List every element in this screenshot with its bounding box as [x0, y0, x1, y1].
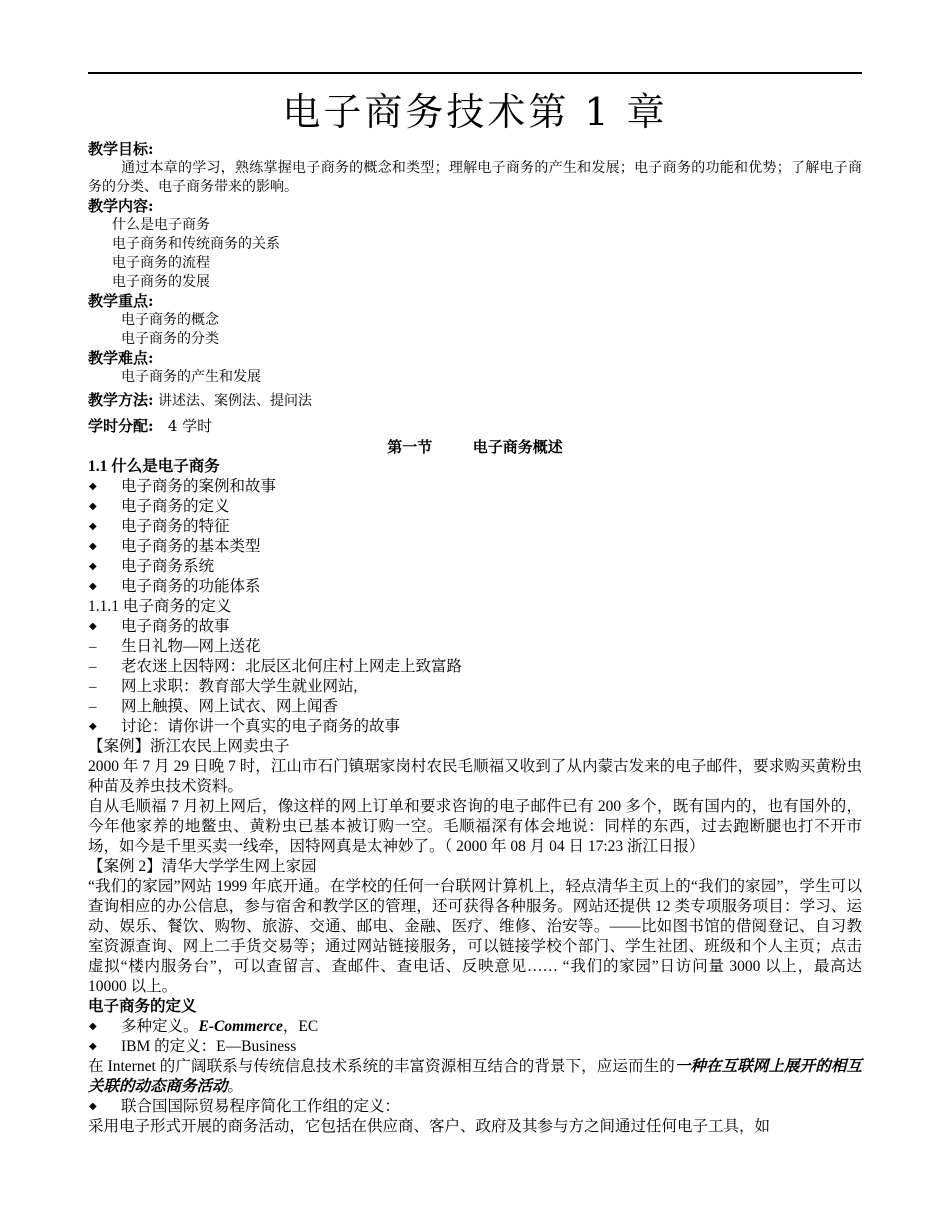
diamond-bullet-icon: ◆ — [89, 1021, 97, 1032]
definition-heading: 电子商务的定义 — [88, 998, 197, 1015]
document-page — [88, 86, 862, 1137]
diamond-bullet-icon: ◆ — [89, 1041, 97, 1052]
list-item: ◆ 电子商务系统 — [89, 558, 215, 575]
section-heading — [88, 437, 862, 457]
subsection-heading-1-1: 1.1 什么是电子商务 — [88, 458, 220, 475]
list-item: ◆ 讨论：请你讲一个真实的电子商务的故事 — [89, 718, 401, 735]
case1-paragraph: 2000 年 7 月 29 日晚 7 时，江山市石门镇琚家岗村农民毛顺福又收到了从内蒙古发来的电子邮件，要求购买黄粉虫种苗及养虫技术资料。 — [88, 758, 862, 795]
ibm-definition-text: 在 Internet 的广阔联系与传统信息技术系统的丰富资源相互结合的背景下，应运而生的一种在互联网上展开的相互关联的动态商务活动。 — [88, 1058, 862, 1095]
hours-row — [88, 415, 862, 437]
case1-title: 【案例】浙江农民上网卖虫子 — [88, 738, 290, 755]
content-item: 电子商务的发展 — [112, 274, 210, 290]
diamond-bullet-icon: ◆ — [89, 481, 97, 492]
dash-bullet-icon: – — [89, 639, 97, 655]
diamond-bullet-icon: ◆ — [89, 501, 97, 512]
case1-paragraph: 自从毛顺福 7 月初上网后，像这样的网上订单和要求咨询的电子邮件已有 200 多个，既有国内的，也有国外的，今年他家养的地鳖虫、黄粉虫已基本被订购一空。毛顺福深有体会地说：同样的东西，过去跑断腿也打不开市场，如今是千里买卖一线牵，因特网真是太神妙了。（ 2000 年 08 月 04 日 17:23 浙江日报） — [88, 798, 862, 855]
document-title: 电子商务技术第 1 章 — [282, 90, 668, 134]
list-item: ◆ 多种定义。E-Commerce，EC — [89, 1018, 319, 1035]
diamond-bullet-icon: ◆ — [89, 1101, 97, 1112]
dash-bullet-icon: – — [89, 659, 97, 675]
key-points-heading: 教学重点: — [88, 292, 154, 310]
diamond-bullet-icon: ◆ — [89, 721, 97, 732]
content-heading: 教学内容: — [88, 197, 154, 215]
list-item: ◆ 电子商务的功能体系 — [89, 578, 261, 595]
list-item: ◆ 电子商务的故事 — [89, 618, 230, 635]
hours-value: 4 学时 — [167, 417, 213, 435]
dash-item: – 生日礼物—网上送花 — [89, 638, 261, 655]
difficulties-heading: 教学难点: — [88, 349, 154, 367]
section-title: 电子商务概述 — [472, 438, 563, 456]
case2-title: 【案例 2】清华大学学生网上家园 — [88, 858, 317, 875]
methods-value: 讲述法、案例法、提问法 — [158, 393, 312, 409]
content-item: 什么是电子商务 — [112, 217, 210, 233]
content-item: 电子商务和传统商务的关系 — [112, 236, 280, 252]
difficulty-item: 电子商务的产生和发展 — [121, 369, 261, 385]
dash-bullet-icon: – — [89, 679, 97, 695]
diamond-bullet-icon: ◆ — [89, 561, 97, 572]
list-item: ◆ 电子商务的定义 — [89, 498, 230, 515]
diamond-bullet-icon: ◆ — [89, 521, 97, 532]
list-item: ◆ 电子商务的案例和故事 — [89, 478, 277, 495]
dash-item: – 老农迷上因特网：北辰区北何庄村上网走上致富路 — [89, 658, 463, 675]
dash-item: – 网上求职：教育部大学生就业网站, — [89, 678, 358, 695]
methods-row — [88, 390, 862, 412]
header-rule — [88, 72, 862, 74]
un-definition-text: 采用电子形式开展的商务活动，它包括在供应商、客户、政府及其参与方之间通过任何电子工具，如 — [88, 1118, 771, 1135]
diamond-bullet-icon: ◆ — [89, 621, 97, 632]
list-item: ◆ 联合国国际贸易程序简化工作组的定义： — [89, 1098, 401, 1115]
case2-paragraph: “我们的家园”网站 1999 年底开通。在学校的任何一台联网计算机上，轻点清华主页上的“我们的家园”，学生可以查询相应的办公信息，参与宿舍和教学区的管理，还可获得各种服务。网站还提供 12 类专项服务项目：学习、运动、娱乐、餐饮、购物、旅游、交通、邮电、金融、医疗、维修、治安等。——比如图书馆的借阅登记、自习教室资源查询、网上二手货交易等；通过网站链接服务，可以链接学校个部门、学生社团、班级和个人主页；点击虚拟“楼内服务台”，可以查留言、查邮件、查电话、反映意见…… “我们的家园”日访问量 3000 以上，最高达 10000 以上。 — [88, 878, 862, 995]
subsection-heading-1-1-1: 1.1.1 电子商务的定义 — [88, 598, 232, 615]
content-item: 电子商务的流程 — [112, 255, 210, 271]
diamond-bullet-icon: ◆ — [89, 541, 97, 552]
section-number: 第一节 — [387, 438, 433, 456]
diamond-bullet-icon: ◆ — [89, 581, 97, 592]
list-item: ◆ IBM 的定义：E—Business — [89, 1038, 297, 1055]
methods-label: 教学方法: — [88, 391, 154, 409]
key-point-item: 电子商务的概念 — [121, 312, 219, 328]
hours-label: 学时分配: — [88, 417, 154, 435]
dash-bullet-icon: – — [89, 699, 97, 715]
objectives-text: 通过本章的学习，熟练掌握电子商务的概念和类型；理解电子商务的产生和发展；电子商务的功能和优势；了解电子商务的分类、电子商务带来的影响。 — [88, 160, 862, 195]
objectives-heading: 教学目标: — [88, 140, 154, 158]
key-point-item: 电子商务的分类 — [121, 331, 219, 347]
dash-item: – 网上触摸、网上试衣、网上闻香 — [89, 698, 339, 715]
list-item: ◆ 电子商务的特征 — [89, 518, 230, 535]
list-item: ◆ 电子商务的基本类型 — [89, 538, 261, 555]
